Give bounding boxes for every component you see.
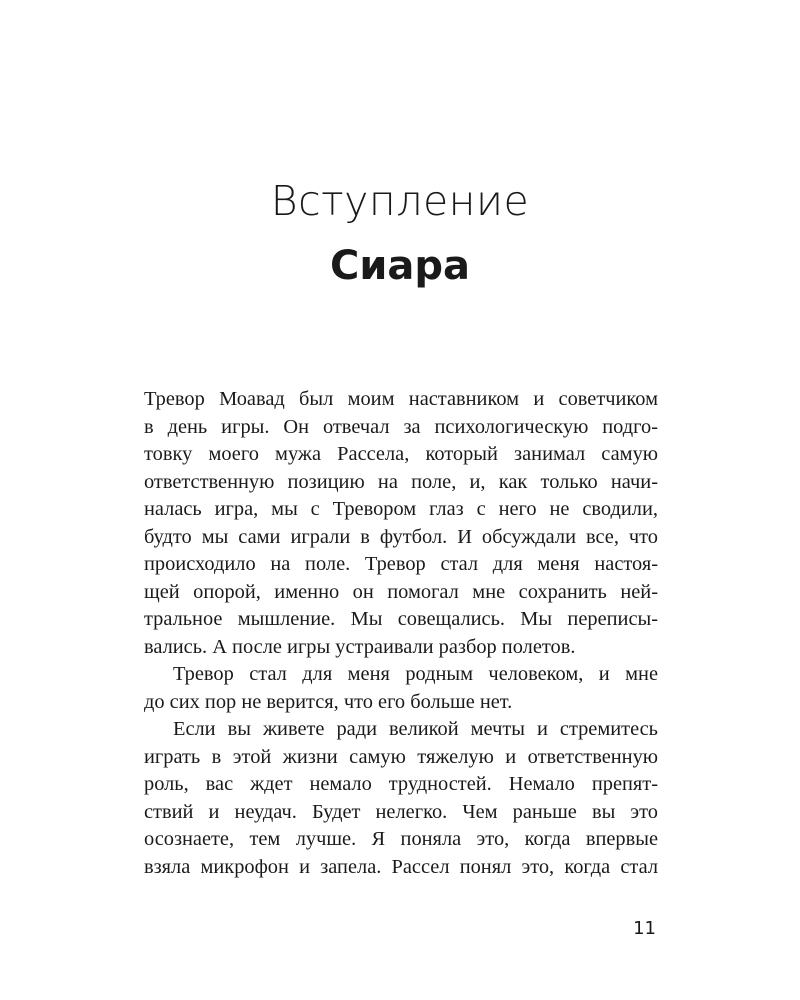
text-line: тральное мышление. Мы совещались. Мы переписы- [144,608,658,630]
text-line: будто мы сами играли в футбол. И обсуждали все, что [144,525,658,548]
text-line: Если вы живете ради великой мечты и стремитесь [173,718,658,740]
text-line: играть в этой жизни самую тяжелую и ответственную [144,745,658,768]
text-line: происходило на поле. Тревор стал для меня настоя- [144,553,658,575]
text-line: ствий и неудач. Будет нелегко. Чем раньше вы это [144,800,658,823]
text-line: вались. А после игры устраивали разбор полетов. [144,635,576,658]
text-line: ответственную позицию на поле, и, как только начи- [144,470,658,493]
chapter-label: Вступление [270,177,530,225]
text-line: Тревор Моавад был моим наставником и советчиком [144,388,658,410]
text-line: до сих пор не верится, что его больше нет. [144,690,513,713]
text-line: щей опорой, именно он помогал мне сохранить ней- [144,580,658,603]
text-line: налась игра, мы с Тревором глаз с него не сводили, [144,498,658,520]
paragraph-1 [144,386,658,661]
paragraph-3 [144,716,658,881]
text-line: товку моего мужа Рассела, который занимал самую [144,443,658,465]
page-number: 11 [633,918,656,939]
body-text [144,386,658,881]
text-line: взяла микрофон и запела. Рассел понял это, когда стал [144,855,658,878]
text-line: Тревор стал для меня родным человеком, и мне [173,663,658,685]
text-line: осознаете, тем лучше. Я поняла это, когда впервые [144,828,658,850]
text-line: роль, вас ждет немало трудностей. Немало препят- [144,773,658,795]
text-line: в день игры. Он отвечал за психологическую подго- [144,415,658,438]
chapter-title: Сиара [330,243,470,289]
paragraph-2 [144,661,658,716]
